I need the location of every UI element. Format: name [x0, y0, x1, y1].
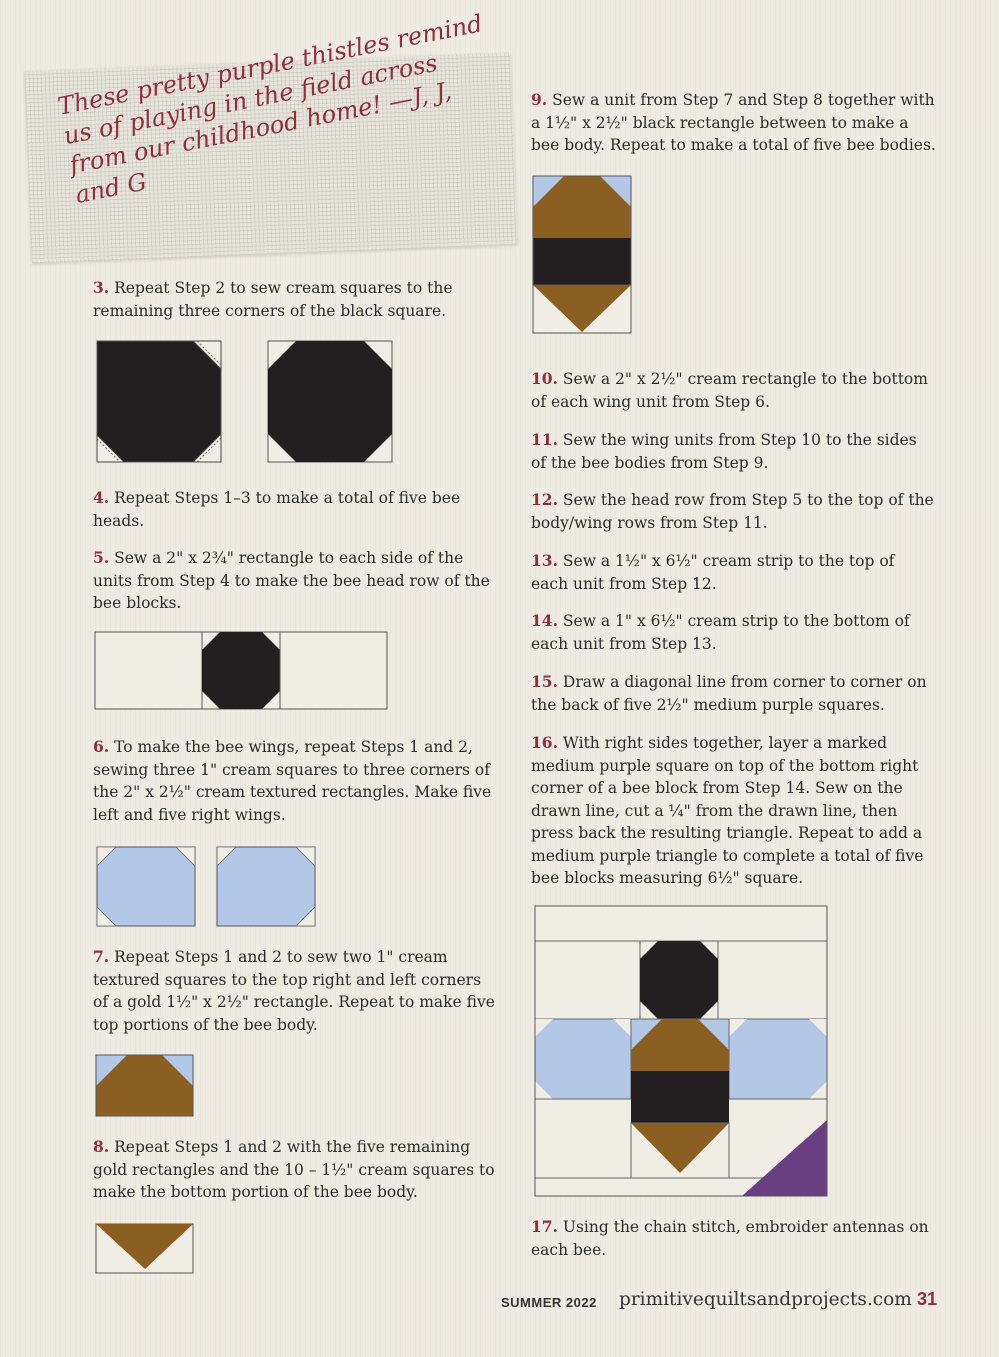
step-10	[531, 368, 936, 413]
step-number: 13.	[531, 551, 558, 570]
step-12	[531, 489, 936, 534]
step-15	[531, 671, 936, 716]
step-text: Draw a diagonal line from corner to corner on the back of five 2½" medium purple squares.	[531, 673, 927, 714]
step-11	[531, 429, 936, 474]
step-text: Sew a 2" x 2½" cream rectangle to the bottom of each wing unit from Step 6.	[531, 370, 928, 411]
figure-bee-body-top	[95, 1054, 195, 1118]
step-text: With right sides together, layer a marked medium purple square on top of the bottom right corner of a bee block from Step 14. Sew on the drawn line, cut a ¼" from the drawn line, then press back the resulting triangle. Repeat to add a medium purple triangle to complete a total of five bee blocks measuring 6½" square.	[531, 734, 924, 887]
step-text: Sew the wing units from Step 10 to the sides of the bee bodies from Step 9.	[531, 431, 917, 472]
step-text: Sew a 1½" x 6½" cream strip to the top of each unit from Step 12.	[531, 552, 895, 593]
step-text: Repeat Steps 1–3 to make a total of five bee heads.	[93, 489, 461, 530]
step-number: 5.	[93, 548, 110, 567]
step-number: 9.	[531, 90, 548, 109]
step-16	[531, 732, 936, 890]
step-13	[531, 550, 936, 595]
step-text: Sew a 2" x 2¾" rectangle to each side of the units from Step 4 to make the bee head row of the bee blocks.	[93, 549, 490, 612]
step-number: 6.	[93, 737, 110, 756]
step-text: Using the chain stitch, embroider antennas on each bee.	[531, 1218, 929, 1259]
step-text: Repeat Step 2 to sew cream squares to the remaining three corners of the black square.	[93, 279, 453, 320]
step-number: 16.	[531, 733, 558, 752]
step-text: To make the bee wings, repeat Steps 1 and 2, sewing three 1" cream squares to three corners of the 2" x 2½" cream textured rectangles. Make five left and five right wings.	[93, 738, 492, 824]
bee-head-unit-complete	[268, 341, 392, 462]
figure-finished-bee-block	[534, 905, 830, 1199]
step-text: Repeat Steps 1 and 2 to sew two 1" cream textured squares to the top right and left corners of a gold 1½" x 2½" rectangle. Repeat to make five top portions of the bee body.	[93, 948, 495, 1034]
step-6	[93, 736, 495, 826]
step-17	[531, 1216, 936, 1261]
step-number: 10.	[531, 369, 558, 388]
handwritten-note-card	[24, 9, 517, 264]
step-7	[93, 946, 495, 1036]
step-text: Repeat Steps 1 and 2 with the five remaining gold rectangles and the 10 – 1½" cream squares to make the bottom portion of the bee body.	[93, 1138, 495, 1201]
step-number: 12.	[531, 490, 558, 509]
figure-bee-head-row	[94, 631, 389, 711]
figure-bee-wings	[96, 846, 318, 928]
bee-head-unit-partial	[97, 341, 221, 462]
page-footer	[0, 1287, 999, 1317]
website-link[interactable]: primitivequiltsandprojects.com	[619, 1289, 912, 1310]
step-number: 14.	[531, 611, 558, 630]
step-number: 7.	[93, 947, 110, 966]
step-number: 17.	[531, 1217, 558, 1236]
step-number: 8.	[93, 1137, 110, 1156]
figure-bee-body	[532, 175, 634, 335]
step-4	[93, 487, 493, 532]
issue-season: SUMMER 2022	[501, 1295, 597, 1310]
step-8	[93, 1136, 495, 1204]
step-number: 3.	[93, 278, 110, 297]
step-number: 11.	[531, 430, 558, 449]
step-text: Sew a 1" x 6½" cream strip to the bottom of each unit from Step 13.	[531, 612, 910, 653]
left-wing-unit	[97, 847, 195, 926]
step-14	[531, 610, 936, 655]
step-number: 15.	[531, 672, 558, 691]
figure-bee-body-bottom	[95, 1223, 195, 1275]
handwritten-note-text: These pretty purple thistles remind us of playing in the field across from our childhood home! —J, J, and G	[55, 9, 485, 209]
step-text: Sew a unit from Step 7 and Step 8 together with a 1½" x 2½" black rectangle between to make a bee body. Repeat to make a total of five bee bodies.	[531, 91, 936, 154]
step-number: 4.	[93, 488, 110, 507]
step-text: Sew the head row from Step 5 to the top of the body/wing rows from Step 11.	[531, 491, 934, 532]
right-wing-unit	[217, 847, 315, 926]
page-number: 31	[917, 1289, 938, 1309]
step-3	[93, 277, 493, 322]
figure-bee-head-units	[96, 340, 396, 464]
step-5	[93, 547, 495, 615]
step-9	[531, 89, 936, 157]
